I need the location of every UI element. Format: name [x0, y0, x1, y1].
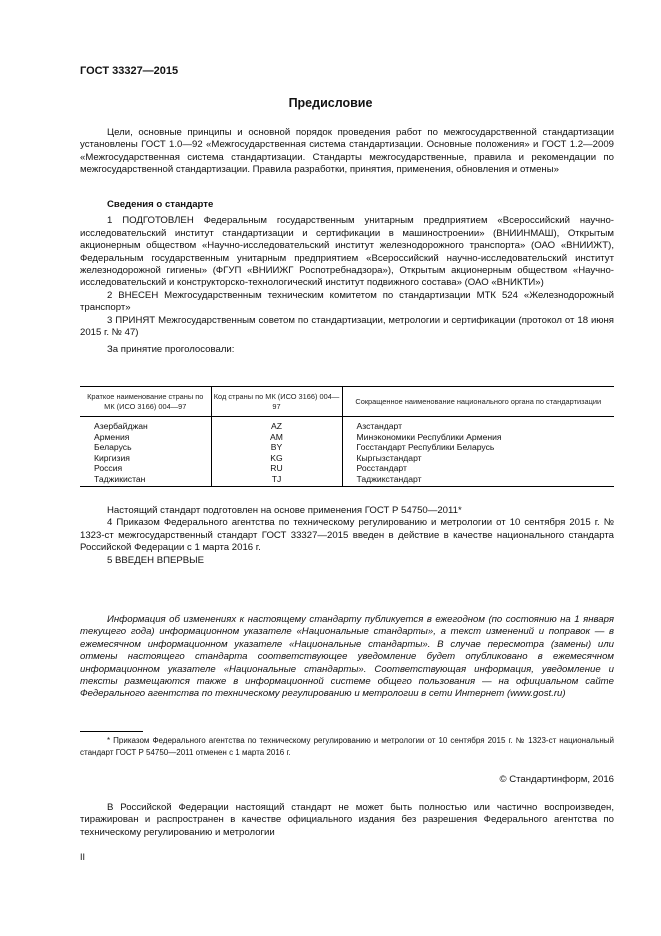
- vote-table-header: [80, 387, 614, 417]
- rights-section: [80, 802, 614, 839]
- cell-body: Таджикстандарт: [342, 474, 614, 487]
- after-table-section: [80, 505, 614, 567]
- copyright: © Стандартинформ, 2016: [499, 774, 614, 785]
- cell-country: Россия: [94, 463, 123, 473]
- page-number: II: [80, 852, 86, 862]
- table-row: [80, 474, 614, 487]
- info-section: [80, 199, 614, 357]
- header-country: Краткое наименование страны по МК (ИСО 3166) 004—97: [80, 387, 211, 417]
- cell-country: Беларусь: [94, 442, 132, 452]
- cell-country: Азербайджан: [94, 421, 148, 431]
- cell-body: Минэкономики Республики Армения: [342, 432, 614, 443]
- cell-country: Армения: [94, 431, 130, 442]
- item-5-paragraph: 5 ВВЕДЕН ВПЕРВЫЕ: [107, 554, 205, 566]
- cell-country: Киргизия: [94, 452, 130, 463]
- document-code: ГОСТ 33327—2015: [80, 65, 179, 77]
- header-body: Сокращенное наименование национального органа по стандартизации: [342, 387, 614, 417]
- table-row: [80, 417, 614, 432]
- table-row: [80, 453, 614, 464]
- cell-country: Таджикистан: [80, 474, 211, 487]
- table-row: [80, 463, 614, 474]
- notice-section: [80, 614, 614, 701]
- table-row: [80, 442, 614, 453]
- cell-body: Азстандарт: [342, 417, 614, 432]
- cell-body: Госстандарт Республики Беларусь: [342, 442, 614, 453]
- notice-paragraph: Информация об изменениях к настоящему стандарту публикуется в ежегодном (по состоянию на 1 января текущего года) информационном указателе «Национальные стандарты», а текст изменений и поправок — в ежемесячном информационном указателе «Национальные стандарты». В случае пересмотра (замены) или отмены настоящего стандарта соответствующее уведомление будет опубликовано в ежемесячном информационном указателе «Национальные стандарты». Соответствующая информация, уведомление и тексты размещаются также в информационной системе общего пользования — на официальном сайте Федерального агентства по техническому регулированию и метрологии в сети Интернет (www.gost.ru): [80, 614, 614, 700]
- cell-code: BY: [211, 442, 342, 453]
- cell-code: RU: [211, 463, 342, 474]
- cell-body: Кыргызстандарт: [342, 453, 614, 464]
- table-row: [80, 432, 614, 443]
- footnote: [80, 735, 614, 759]
- intro-paragraph: Цели, основные принципы и основной порядок проведения работ по межгосударственной стандартизации установлены ГОСТ 1.0—92 «Межгосударственная система стандартизации. Основные положения» и ГОСТ 1.2—2009 «Межгосударственная система стандартизации. Стандарты межгосударственные, правила и рекомендации по межгосударственной стандартизации. Правила разработки, принятия, применения, обновления и отмены»: [80, 127, 614, 176]
- cell-body: Росстандарт: [342, 463, 614, 474]
- rights-paragraph: В Российской Федерации настоящий стандарт не может быть полностью или частично воспроизведен, тиражирован и распространен в качестве официального издания без разрешения Федерального агентства по техническому регулированию и метрологии: [80, 802, 614, 838]
- header-code: Код страны по МК (ИСО 3166) 004—97: [211, 387, 342, 417]
- vote-label: За принятие проголосовали:: [107, 344, 235, 356]
- base-standard-paragraph: Настоящий стандарт подготовлен на основе применения ГОСТ Р 54750—2011*: [107, 505, 462, 516]
- vote-table: [80, 386, 614, 487]
- item-1-paragraph: 1 ПОДГОТОВЛЕН Федеральным государственным унитарным предприятием «Всероссийский научно-исследовательский институт стандартизации и сертификации в машиностроении» (ВНИИНМАШ), Открытым акционерным обществом «Научно-исследовательский институт железнодорожного транспорта» (ОАО «ВНИИЖТ), Федеральным государственным унитарным предприятием «Всероссийский научно-исследовательский институт железнодорожной гигиены» (ФГУП «ВНИИЖГ Роспотребнадзора»), Открытым акционерным обществом «Научно-исследовательский и конструкторско-технологический институт подвижного состава» (ОАО «ВНИКТИ»): [80, 215, 614, 289]
- intro-section: [80, 127, 614, 177]
- item-3-paragraph: 3 ПРИНЯТ Межгосударственным советом по стандартизации, метрологии и сертификации (протокол от 18 июня 2015 г. № 47): [80, 314, 614, 339]
- footnote-divider: [80, 731, 143, 732]
- cell-code: TJ: [211, 474, 342, 487]
- page-title: Предисловие: [288, 96, 373, 110]
- item-4-paragraph: 4 Приказом Федерального агентства по техническому регулированию и метрологии от 10 сентября 2015 г. № 1323-ст межгосударственный стандарт ГОСТ 33327—2015 введен в действие в качестве национального стандарта Российской Федерации с 1 марта 2016 г.: [80, 517, 614, 554]
- cell-code: AZ: [211, 417, 342, 432]
- cell-code: AM: [211, 432, 342, 443]
- footnote-text: * Приказом Федерального агентства по техническому регулированию и метрологии от 10 сентября 2015 г. № 1323-ст национальный стандарт ГОСТ Р 54750—2011 отменен с 1 марта 2016 г.: [80, 736, 614, 757]
- item-2-paragraph: 2 ВНЕСЕН Межгосударственным техническим комитетом по стандартизации МТК 524 «Железнодорожный транспорт»: [80, 289, 614, 314]
- cell-code: KG: [211, 453, 342, 464]
- info-heading: Сведения о стандарте: [107, 199, 214, 210]
